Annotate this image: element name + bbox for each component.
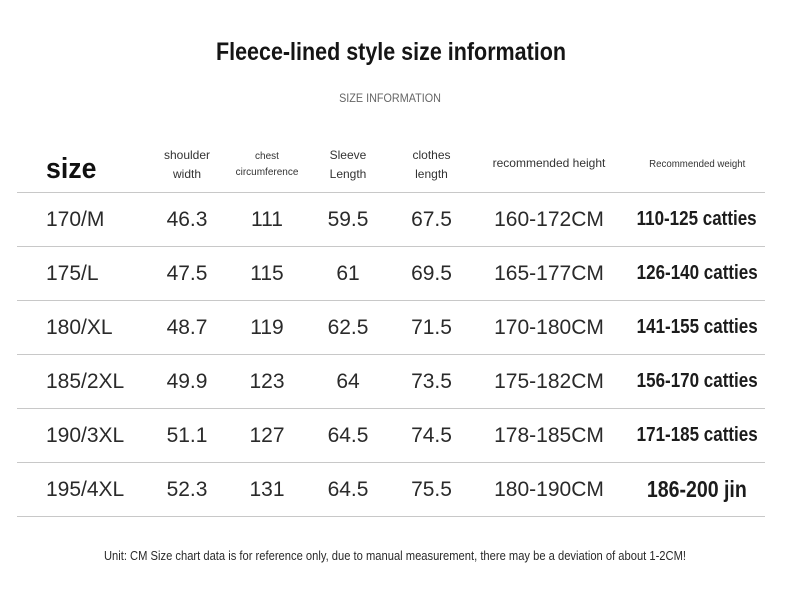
header-height-cell [469,138,629,192]
cell-weight: 171-185 catties [636,424,758,446]
cell-weight-cell [629,409,765,462]
header-weight: Recommended weight [648,158,746,170]
cell-size: 190/3XL [46,423,125,447]
cell-chest: 119 [250,315,284,339]
cell-height: 178-185CM [494,423,604,447]
cell-weight-cell [629,247,765,300]
cell-chest: 127 [249,423,285,447]
cell-length: 75.5 [411,477,452,501]
header-sleeve-line2: Length [329,167,367,181]
cell-size: 175/L [46,261,99,285]
header-shoulder-line1: shoulder [163,148,211,162]
page-subtitle: SIZE INFORMATION [339,91,441,105]
table-row [17,463,765,517]
cell-size: 170/M [46,207,105,231]
cell-sleeve: 62.5 [327,315,369,339]
header-clothes [412,146,450,184]
cell-sleeve: 59.5 [327,207,369,231]
header-shoulder [164,146,210,184]
header-shoulder-cell [142,138,232,192]
cell-weight-cell [629,355,765,408]
table-header-row [17,138,765,193]
cell-chest: 123 [249,369,285,393]
header-size-cell [17,138,142,192]
cell-length: 71.5 [411,315,452,339]
cell-height: 170-180CM [494,315,604,339]
header-sleeve [330,146,367,184]
header-sleeve-cell [302,138,394,192]
header-chest-line2: circumference [235,167,299,178]
page-title: Fleece-lined style size information [215,38,567,66]
header-chest [236,149,299,181]
cell-chest: 111 [251,207,283,231]
header-size: size [46,153,97,185]
cell-height: 160-172CM [494,207,604,231]
table-row [17,409,765,463]
cell-shoulder: 49.9 [166,369,208,393]
cell-height: 180-190CM [494,477,604,501]
cell-sleeve: 64 [336,369,360,393]
cell-chest: 131 [249,477,285,501]
cell-weight-cell [629,193,765,246]
cell-sleeve: 64.5 [327,423,369,447]
cell-weight: 156-170 catties [636,370,758,392]
header-height: recommended height [492,156,606,170]
header-clothes-cell [394,138,469,192]
cell-weight: 110-125 catties [636,208,758,230]
footer-note: Unit: CM Size chart data is for reference only, due to manual measurement, there may be a deviation of about 1-2CM! [103,548,687,563]
cell-weight: 141-155 catties [636,316,758,338]
cell-sleeve: 64.5 [327,477,369,501]
cell-chest: 115 [250,261,284,285]
cell-shoulder: 47.5 [166,261,208,285]
cell-weight-cell [629,301,765,354]
cell-length: 69.5 [411,261,452,285]
cell-length: 74.5 [411,423,452,447]
cell-shoulder: 48.7 [166,315,208,339]
cell-length: 67.5 [411,207,452,231]
header-clothes-line1: clothes [412,148,451,162]
cell-length: 73.5 [411,369,452,393]
cell-shoulder: 51.1 [166,423,208,447]
header-weight-cell [629,138,765,192]
cell-shoulder: 52.3 [166,477,208,501]
table-row [17,193,765,247]
cell-sleeve: 61 [336,261,360,285]
cell-height: 165-177CM [494,261,604,285]
header-shoulder-line2: width [172,167,201,181]
table-row [17,301,765,355]
header-sleeve-line1: Sleeve [329,148,367,162]
table-row [17,247,765,301]
cell-height: 175-182CM [494,369,604,393]
cell-weight-cell [629,463,765,516]
header-clothes-line2: length [415,167,448,181]
cell-size: 180/XL [46,315,113,339]
cell-shoulder: 46.3 [166,207,208,231]
cell-weight: 186-200 jin [646,476,747,502]
cell-size: 185/2XL [46,369,125,393]
header-chest-line1: chest [255,151,279,162]
cell-size: 195/4XL [46,477,125,501]
size-table [17,138,765,517]
cell-weight: 126-140 catties [636,262,758,284]
header-chest-cell [232,138,302,192]
table-row [17,355,765,409]
